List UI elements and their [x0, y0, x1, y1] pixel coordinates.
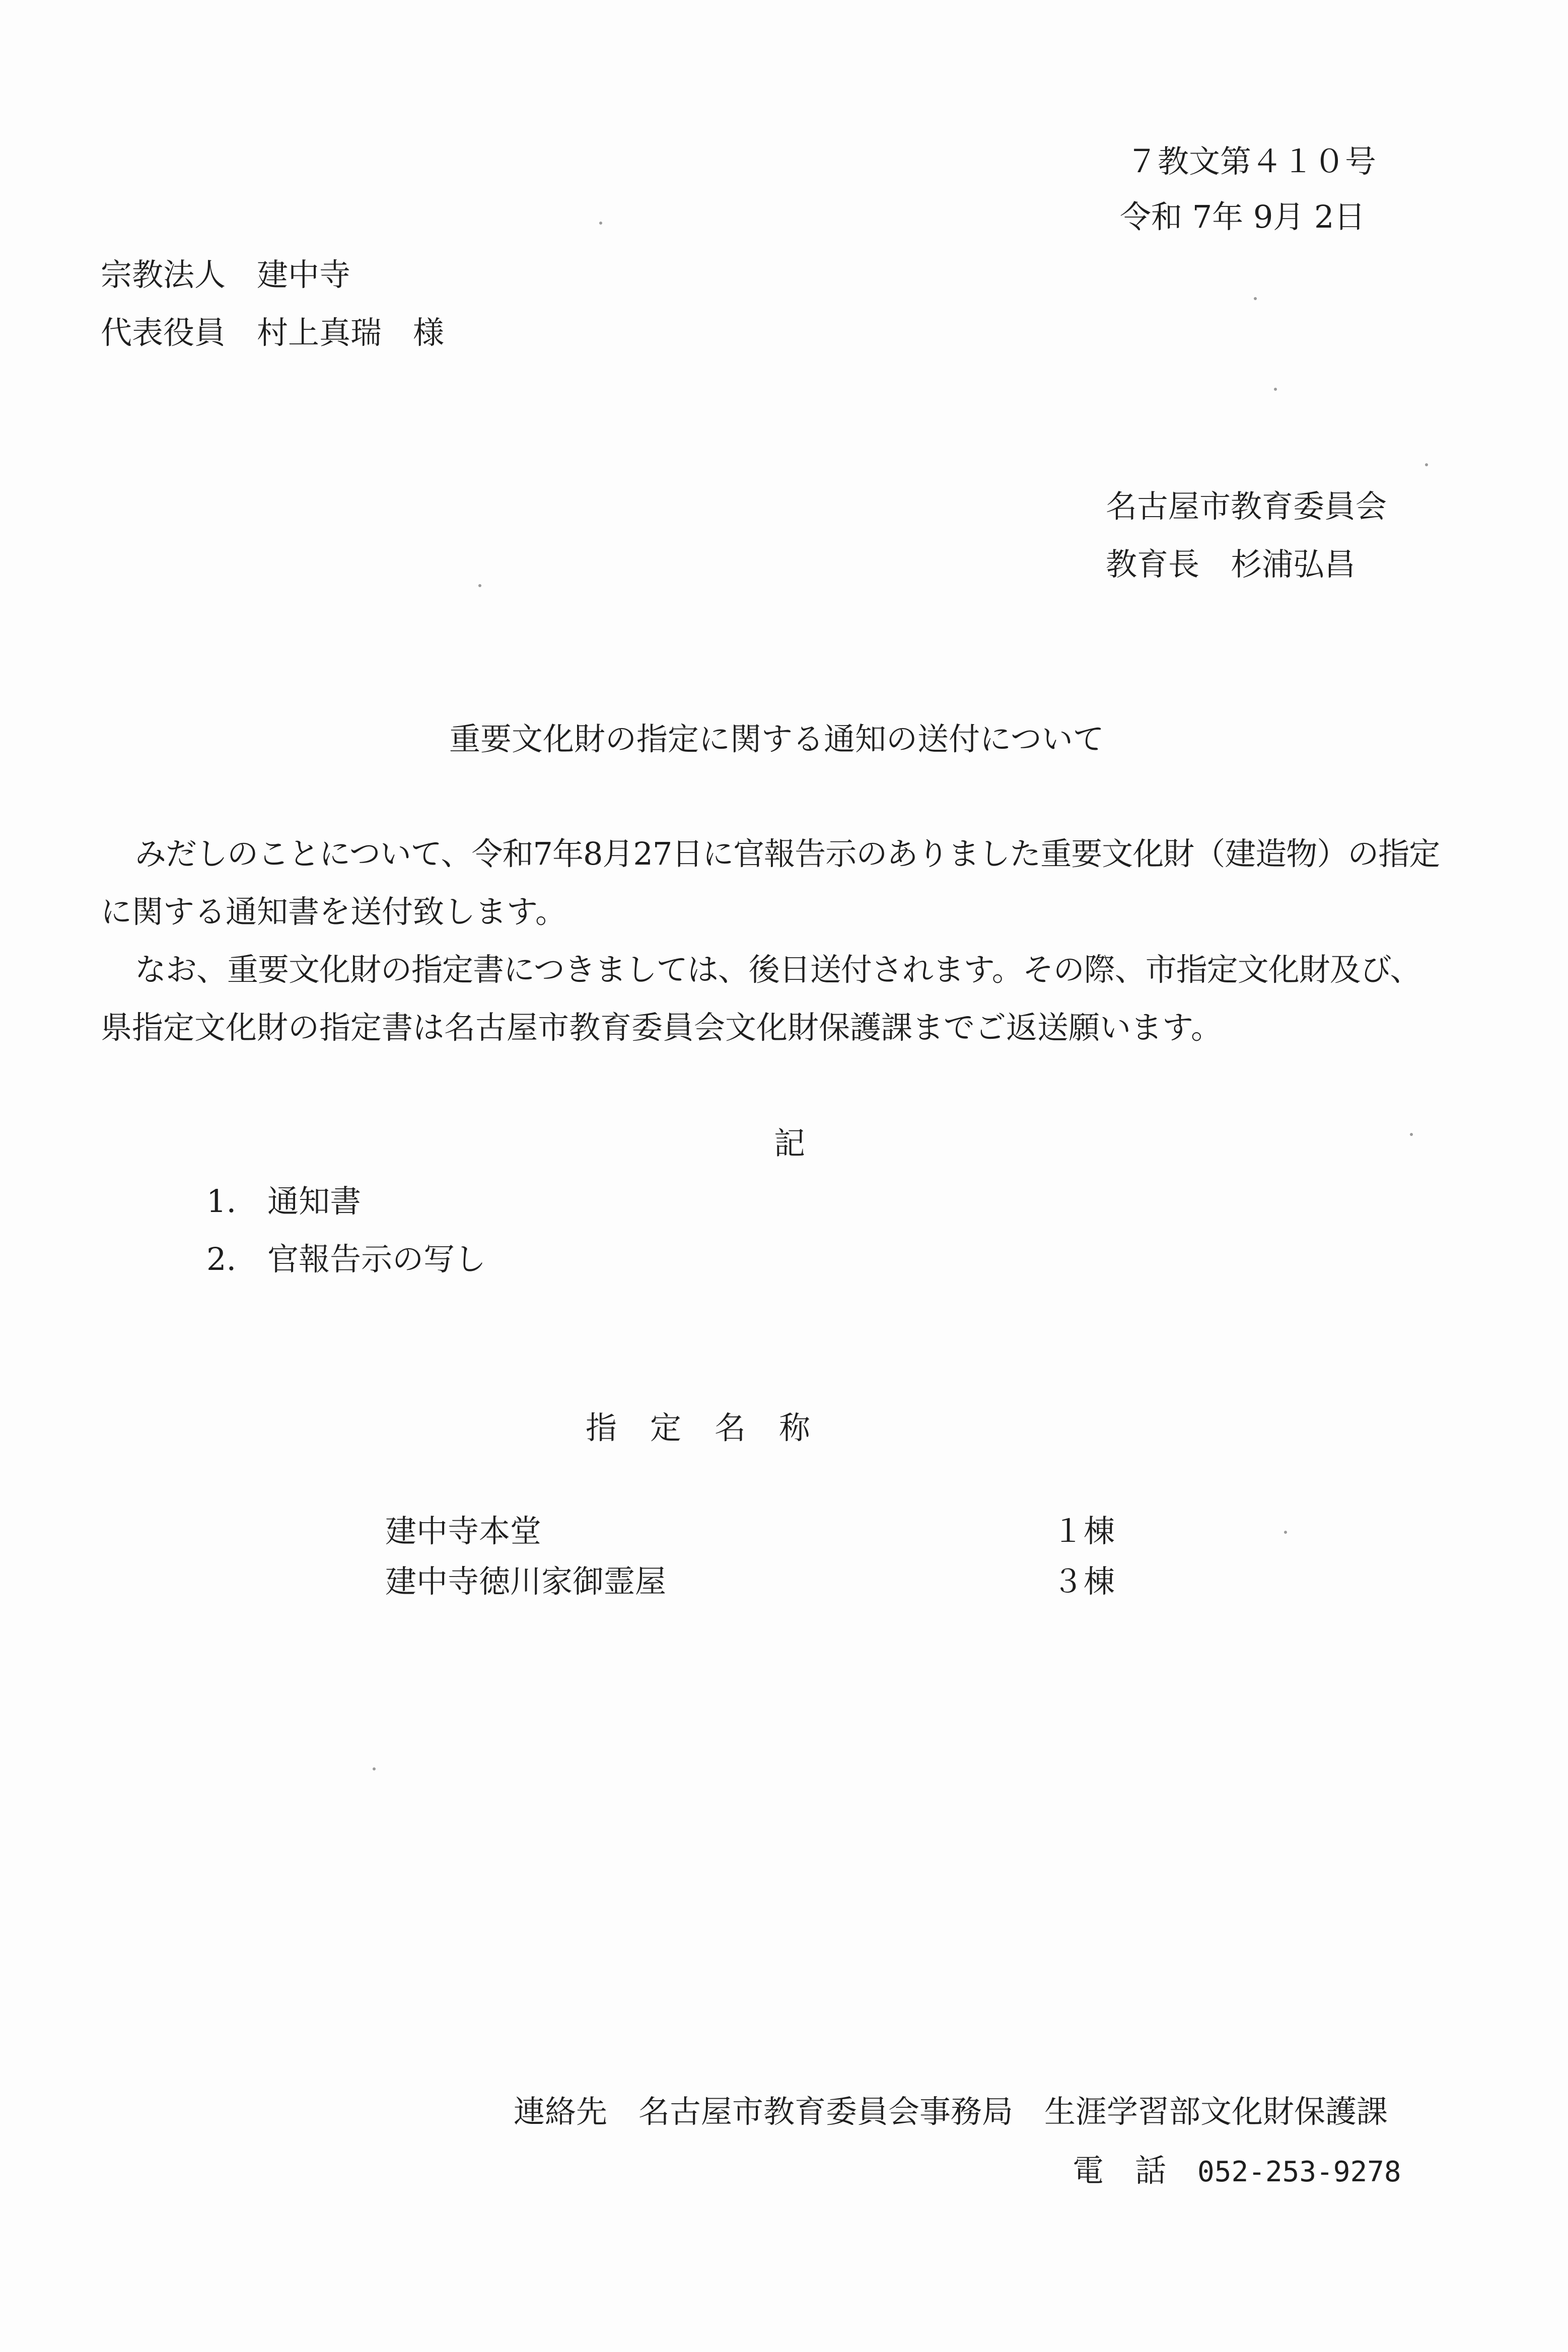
designation-heading-char: 指 — [586, 1409, 617, 1446]
subject-title: 重要文化財の指定に関する通知の送付について — [449, 721, 1104, 757]
scan-speck — [1425, 463, 1428, 466]
scan-speck — [1254, 297, 1257, 300]
phone-label-char: 電 — [1073, 2152, 1104, 2189]
designation-heading — [586, 1409, 811, 1446]
designation-heading-char: 名 — [715, 1409, 746, 1446]
designation-item-name: 建中寺徳川家御霊屋 — [385, 1563, 667, 1600]
sender-name: 杉浦弘昌 — [1231, 546, 1356, 583]
contact-label: 連絡先 — [514, 2093, 608, 2130]
enclosure-item — [206, 1241, 486, 1277]
designation-heading-char: 称 — [779, 1409, 811, 1446]
body-para2-line1: なお、重要文化財の指定書につきましては、後日送付されます。その際、市指定文化財及び、 — [135, 951, 1421, 988]
contact-phone-line — [1073, 2152, 1401, 2189]
contact-line — [514, 2093, 1388, 2130]
enclosure-text: 官報告示の写し — [267, 1241, 486, 1277]
enclosure-number: 2. — [206, 1241, 237, 1277]
phone-number: 052-253-9278 — [1197, 2156, 1401, 2188]
sender-org: 名古屋市教育委員会 — [1106, 488, 1387, 525]
recipient-org-name: 建中寺 — [257, 256, 351, 293]
sender-role: 教育長 — [1106, 546, 1200, 583]
recipient-name: 村上真瑞 — [257, 314, 382, 351]
recipient-honorific: 様 — [413, 314, 445, 351]
designation-item-qty: ３棟 — [1052, 1563, 1115, 1600]
recipient-role: 代表役員 — [101, 314, 226, 351]
ki-heading: 記 — [774, 1125, 806, 1162]
recipient-person — [101, 314, 445, 351]
contact-dept: 生涯学習部文化財保護課 — [1044, 2093, 1388, 2130]
enclosure-text: 通知書 — [267, 1183, 362, 1220]
body-para1-line2: に関する通知書を送付致します。 — [101, 893, 567, 930]
scan-speck — [373, 1767, 376, 1770]
scan-speck — [478, 584, 481, 587]
body-para1-line1: みだしのことについて、令和7年8月27日に官報告示のありました重要文化財（建造物）の指定 — [135, 835, 1440, 872]
enclosure-item — [206, 1183, 362, 1220]
enclosure-number: 1. — [206, 1183, 237, 1220]
recipient-org — [101, 256, 351, 293]
contact-org: 名古屋市教育委員会事務局 — [638, 2093, 1014, 2130]
designation-item-qty: １棟 — [1052, 1513, 1115, 1549]
designation-item-name: 建中寺本堂 — [385, 1513, 542, 1549]
scan-speck — [1284, 1531, 1287, 1534]
scan-speck — [599, 222, 602, 225]
designation-heading-char: 定 — [650, 1409, 682, 1446]
scan-speck — [1274, 388, 1277, 391]
sender-person — [1106, 546, 1356, 583]
phone-label-char: 話 — [1135, 2152, 1167, 2189]
doc-date: 令和 7年 9月 2日 — [1120, 198, 1366, 235]
body-para2-line2: 県指定文化財の指定書は名古屋市教育委員会文化財保護課までご返送願います。 — [101, 1009, 1223, 1046]
scan-speck — [1410, 1133, 1413, 1136]
doc-number: ７教文第４１０号 — [1126, 143, 1377, 180]
recipient-org-prefix: 宗教法人 — [101, 256, 226, 293]
